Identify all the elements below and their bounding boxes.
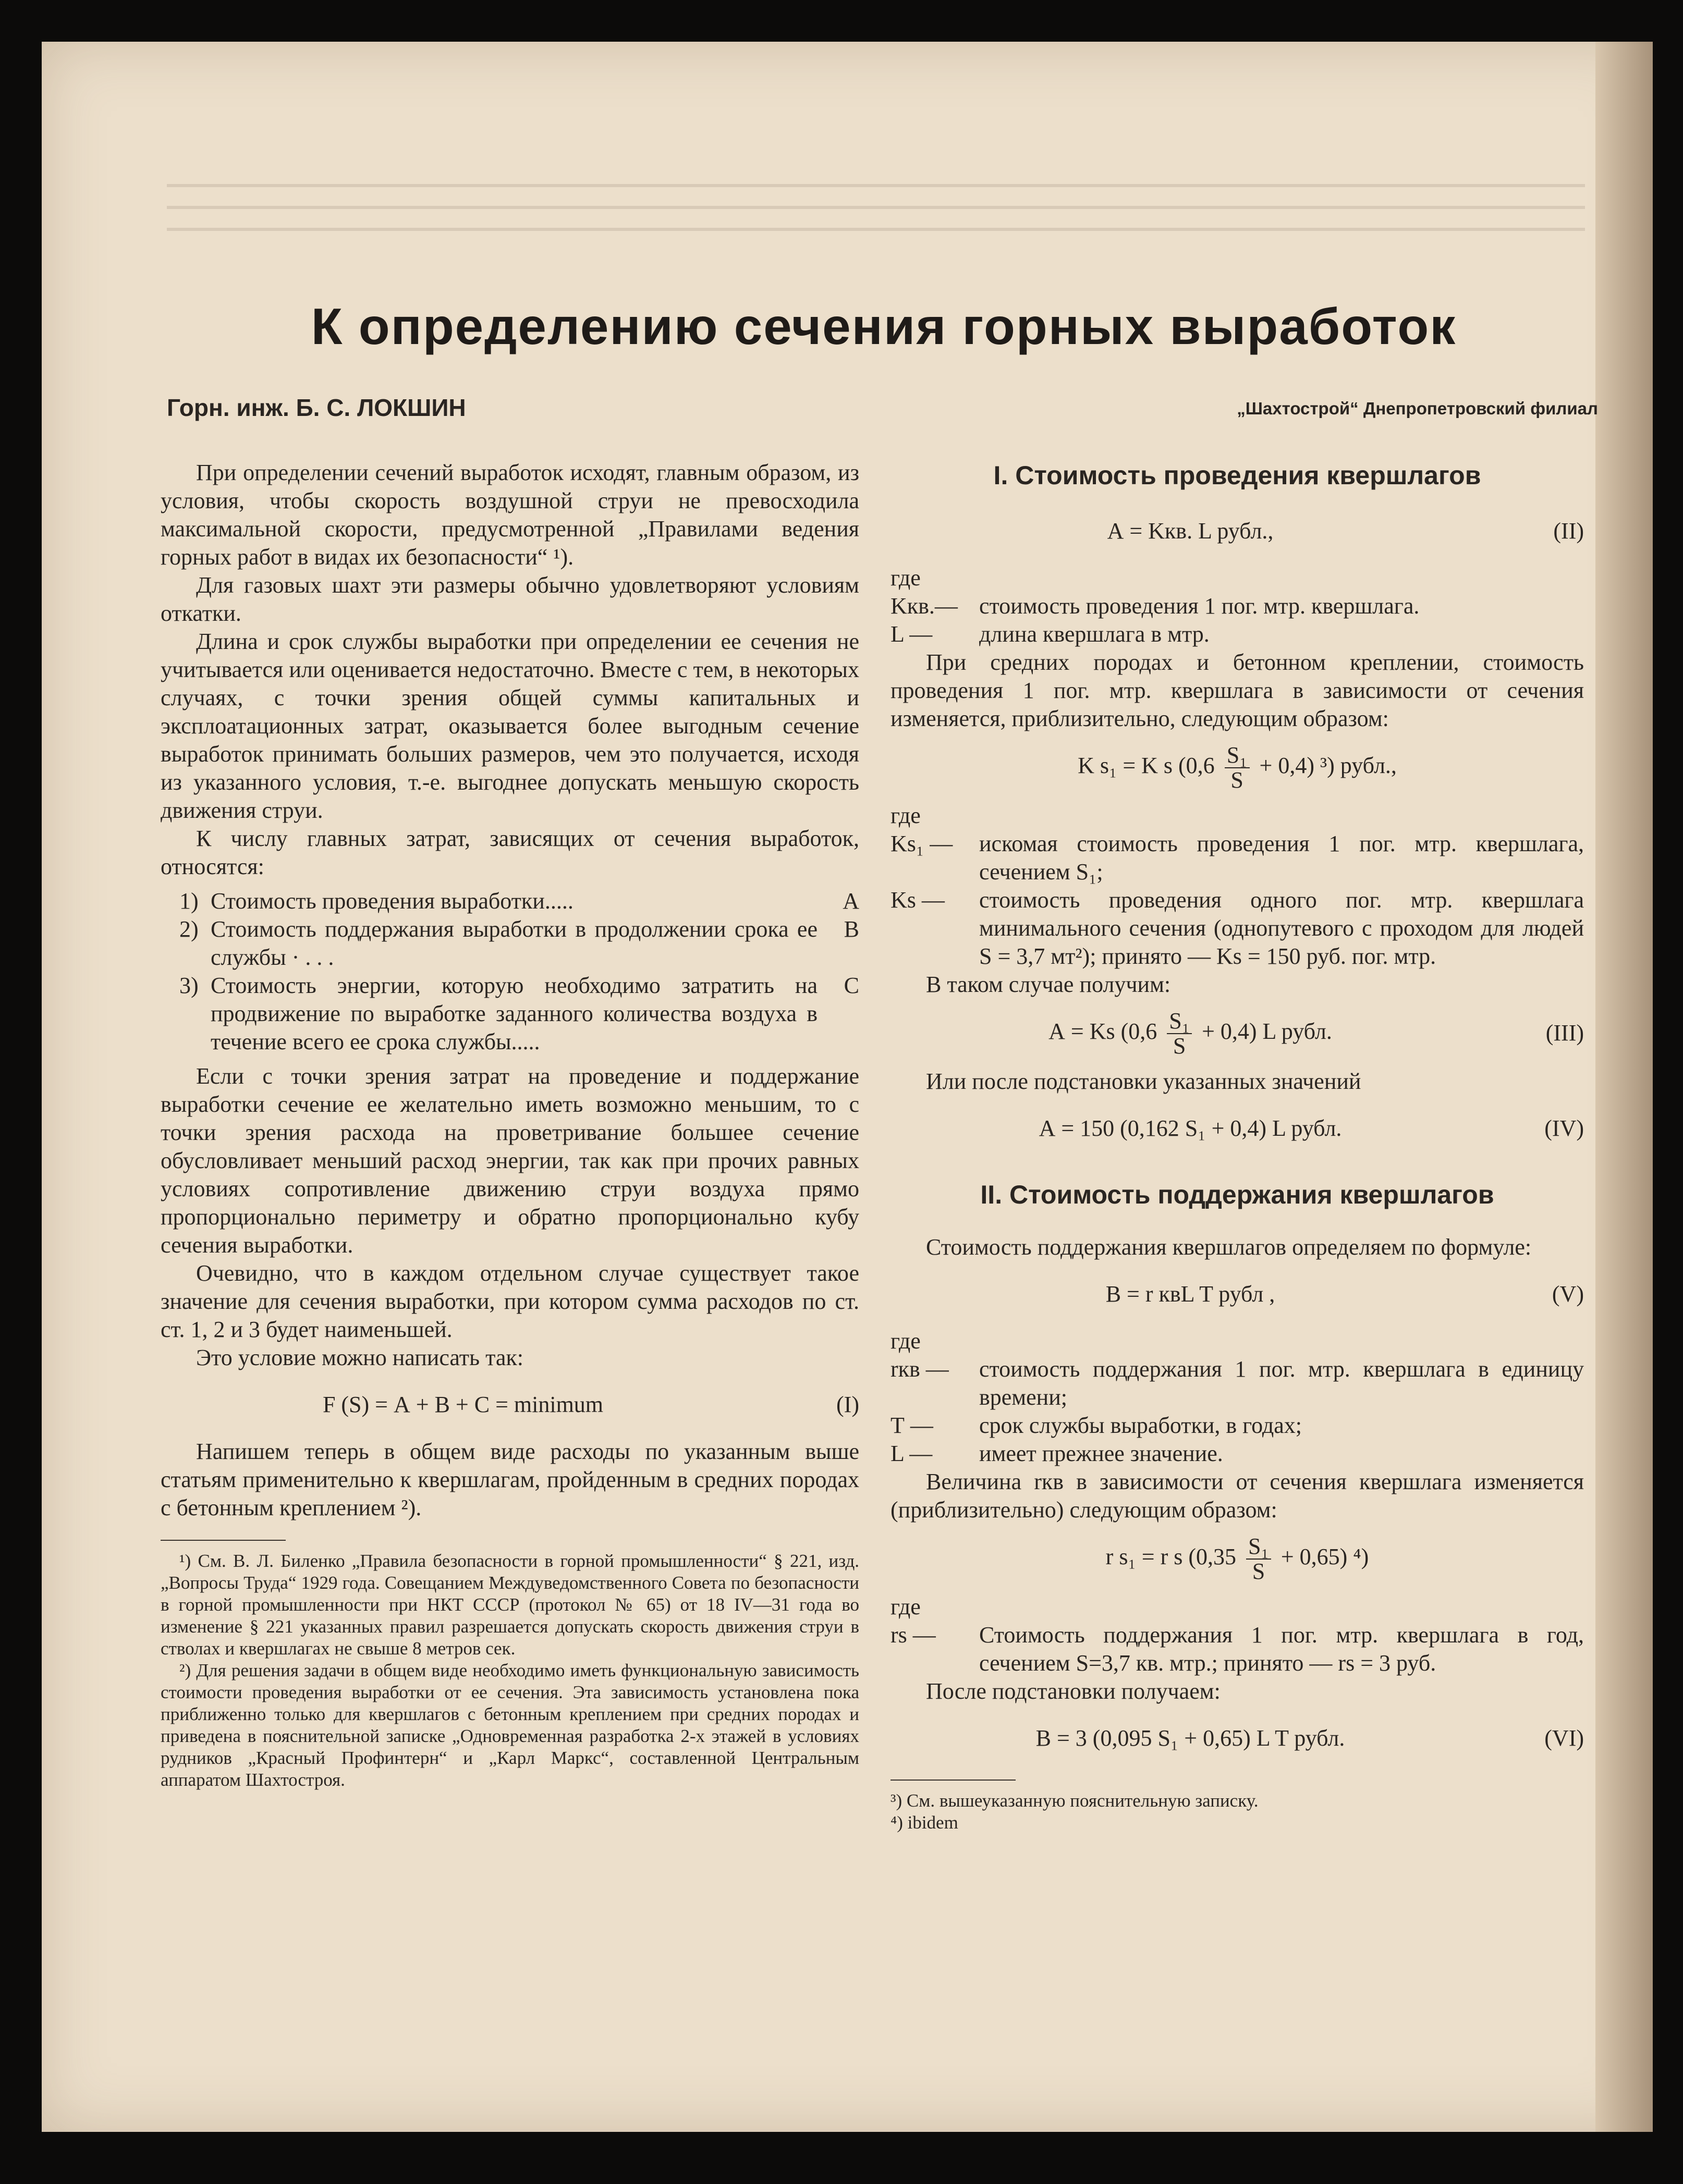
fraction (1246, 1535, 1271, 1584)
definition (891, 1621, 1584, 1677)
formula-part: + 0,4) L рубл. (1202, 1018, 1332, 1044)
fraction-denominator: S (1230, 767, 1243, 793)
formula (891, 1533, 1584, 1584)
author: Горн. инж. Б. С. ЛОКШИН (167, 394, 466, 421)
where-label: где (891, 1328, 921, 1354)
definition-term: Ks — (891, 887, 945, 913)
definition (891, 886, 1584, 971)
paragraph: В таком случае получим: (926, 971, 1171, 997)
fraction (1167, 1009, 1192, 1058)
footnote-4: ⁴) ibidem (891, 1812, 958, 1833)
paragraph: Стоимость поддержания квершлагов определяем по формуле: (926, 1234, 1532, 1260)
fraction (1225, 743, 1250, 792)
section-heading-2: II. Стоимость поддержания квершлагов (980, 1180, 1494, 1209)
formula-part: + 0,65) ⁴) (1280, 1543, 1369, 1569)
paragraph: Для газовых шахт эти размеры обычно удовлетворяют условиям откатки. (161, 572, 859, 626)
equation-6 (891, 1271, 1584, 1318)
definition-text: стоимость поддержания 1 пог. мтр. квершлага в единицу времени; (979, 1356, 1584, 1410)
paragraph: Если с точки зрения затрат на проведение и поддержание выработки сечение ее желательно иметь возможно меньшим, то с точки зрения расхода на проветривание большее сечение обусловливает меньший расход энергии, так как при прочих равных условиях сопротивление движению струи воздуха прямо пропорционально периметру и обратно пропорционально кубу сечения выработки. (161, 1063, 859, 1258)
right-column (891, 459, 1584, 1834)
article-title: К определению сечения горных выработок (311, 298, 1457, 355)
cost-list (179, 887, 859, 1056)
paragraph: Это условие можно написать так: (196, 1345, 523, 1370)
section-heading-1: I. Стоимость проведения квершлагов (993, 461, 1481, 490)
where-label: где (891, 565, 921, 591)
paragraph: Напишем теперь в общем виде расходы по указанным выше статьям применительно к квершлагам, пройденным в средних породах с бетонным креплением ²). (161, 1439, 859, 1520)
fraction-denominator: S (1173, 1033, 1186, 1059)
equation-8 (891, 1715, 1584, 1762)
definition-text: искомая стоимость проведения 1 пог. мтр. квершлага, сечением S₁; (979, 830, 1584, 885)
equation-number: (V) (1552, 1281, 1584, 1307)
paragraph: Очевидно, что в каждом отдельном случае существует такое значение для сечения выработки, при котором сумма расходов по ст. ст. 1, 2 и 3 будет наименьшей. (161, 1260, 859, 1342)
definition-text: Стоимость поддержания 1 пог. мтр. квершлага в год, сечением S=3,7 кв. мтр.; принято — rs = 3 руб. (979, 1622, 1584, 1676)
formula (891, 1008, 1490, 1058)
definition-term: Kкв.— (891, 593, 958, 619)
equation-number: (VI) (1544, 1725, 1584, 1751)
definition-term: Ks₁ — (891, 830, 953, 856)
list-number: 2) (179, 916, 199, 942)
fraction-numerator: S₁ (1225, 743, 1250, 768)
definition-term: L — (891, 1440, 933, 1466)
left-column (161, 459, 859, 1791)
list-text: Стоимость поддержания выработки в продолжении срока ее службы · . . . (211, 916, 818, 970)
definition (891, 620, 1584, 648)
definition (891, 1355, 1584, 1412)
paragraph: Или после подстановки указанных значений (926, 1068, 1361, 1094)
equation-3 (891, 742, 1584, 792)
definition-term: rs — (891, 1622, 936, 1648)
list-number: 1) (179, 888, 199, 914)
equation-number: (I) (836, 1392, 859, 1417)
definition-text: стоимость проведения одного пог. мтр. квершлага минимального сечения (однопутевого с проходом для людей S = 3,7 мт²); принято — Ks = 150 руб. пог. мтр. (979, 887, 1584, 969)
formula: А = Kкв. L рубл., (1107, 518, 1274, 544)
list-letter: С (844, 973, 859, 998)
formula-part: + 0,4) ³) рубл., (1259, 753, 1397, 778)
paragraph: При определении сечений выработок исходят, главным образом, из условия, чтобы скорость воздушной струи не превосходила максимальной скорости, предусмотренной „Правилами ведения горных работ в видах их безопасности“ ¹). (161, 460, 859, 570)
definition (891, 1412, 1584, 1440)
list-letter: В (844, 916, 859, 942)
definition-text: стоимость проведения 1 пог. мтр. квершлага. (979, 593, 1420, 619)
definition (891, 1440, 1584, 1468)
where-label: где (891, 802, 921, 828)
equation-5 (891, 1105, 1584, 1152)
bleed-through (167, 175, 1585, 237)
list-letter: А (843, 888, 859, 914)
formula-part: r s₁ = r s (0,35 (1105, 1543, 1237, 1569)
footnote-1: ¹) См. В. Л. Биленко „Правила безопасности в горной промышленности“ § 221, изд. „Вопросы Труда“ 1929 года. Совещанием Междуведомственного Совета по безопасности в горной промышленности при НКТ СССР (протокол № 65) от 18 IV—31 года во изменение § 221 указанных правил разрешается допускать скорость движения струи в стволах и квершлагах не свыше 8 метров сек. (161, 1551, 859, 1659)
fraction-numerator: S₁ (1167, 1009, 1192, 1034)
definition-term: rкв — (891, 1356, 949, 1382)
definition-text: длина квершлага в мтр. (979, 621, 1210, 647)
equation-number: (III) (1545, 1020, 1584, 1046)
footnote-2: ²) Для решения задачи в общем виде необходимо иметь функциональную зависимость стоимости проведения выработки от ее сечения. Эта зависимость установлена пока приближенно только для квершлагов с бетонным креплением при средних породах и приведена в пояснительной записке „Одновременная разработка 2-х этажей в условиях рудников „Красный Профинтерн“ и „Карл Маркс“, составленной Центральным аппаратом Шахтостроя. (161, 1660, 859, 1790)
list-text: Стоимость энергии, которую необходимо затратить на продвижение по выработке заданного количества воздуха в течение всего ее срока службы..... (211, 973, 818, 1054)
page (42, 42, 1653, 2132)
definition-term: L — (891, 621, 933, 647)
list-text: Стоимость проведения выработки..... (211, 888, 574, 914)
paragraph: При средних породах и бетонном креплении, стоимость проведения 1 пог. мтр. квершлага в зависимости от сечения изменяется, приблизительно, следующим образом: (891, 649, 1584, 731)
paragraph: Величина rкв в зависимости от сечения квершлага изменяется (приблизительно) следующим образом: (891, 1468, 1584, 1523)
definition-text: срок службы выработки, в годах; (979, 1412, 1302, 1438)
paragraph: К числу главных затрат, зависящих от сечения выработок, относятся: (161, 826, 859, 879)
affiliation: „Шахтострой“ Днепропетровский филиал (1237, 399, 1598, 418)
footnote-divider (891, 1780, 1016, 1781)
formula: В = 3 (0,095 S₁ + 0,65) L T рубл. (1035, 1725, 1345, 1751)
equation-1 (161, 1381, 859, 1428)
where-label: где (891, 1593, 921, 1619)
formula: В = r квL T рубл , (1105, 1281, 1275, 1307)
definition-term: Т — (891, 1412, 933, 1438)
equation-7 (891, 1533, 1584, 1584)
footnote-3: ³) См. вышеуказанную пояснительную записку. (891, 1790, 1259, 1811)
formula: F (S) = А + В + С = minimum (322, 1392, 604, 1417)
definition (891, 592, 1584, 620)
paragraph: Длина и срок службы выработки при определении ее сечения не учитывается или оценивается недостаточно. Вместе с тем, в некоторых случаях, с точки зрения общей суммы капитальных и эксплоатационных затрат, оказывается более выгодным сечение выработок принимать больших размеров, чем это получается, исходя из указанного условия, т.-е. выгоднее допускать меньшую скорость движения струи. (161, 629, 859, 823)
equation-4 (891, 1008, 1584, 1058)
list-item (179, 887, 859, 915)
equation-number: (II) (1553, 518, 1584, 544)
formula-part: K s₁ = K s (0,6 (1078, 753, 1215, 778)
paragraph: После подстановки получаем: (926, 1678, 1221, 1704)
formula-part: А = Ks (0,6 (1048, 1018, 1157, 1044)
fraction-numerator: S₁ (1246, 1535, 1271, 1560)
fraction-denominator: S (1252, 1558, 1265, 1584)
list-item (179, 972, 859, 1056)
list-number: 3) (179, 973, 199, 998)
equation-2 (891, 508, 1584, 555)
definition (891, 830, 1584, 886)
formula: А = 150 (0,162 S₁ + 0,4) L рубл. (1039, 1115, 1342, 1141)
equation-number: (IV) (1544, 1115, 1584, 1141)
definition-text: имеет прежнее значение. (979, 1440, 1223, 1466)
formula (891, 742, 1584, 792)
list-item (179, 915, 859, 972)
footnote-divider (161, 1540, 286, 1541)
